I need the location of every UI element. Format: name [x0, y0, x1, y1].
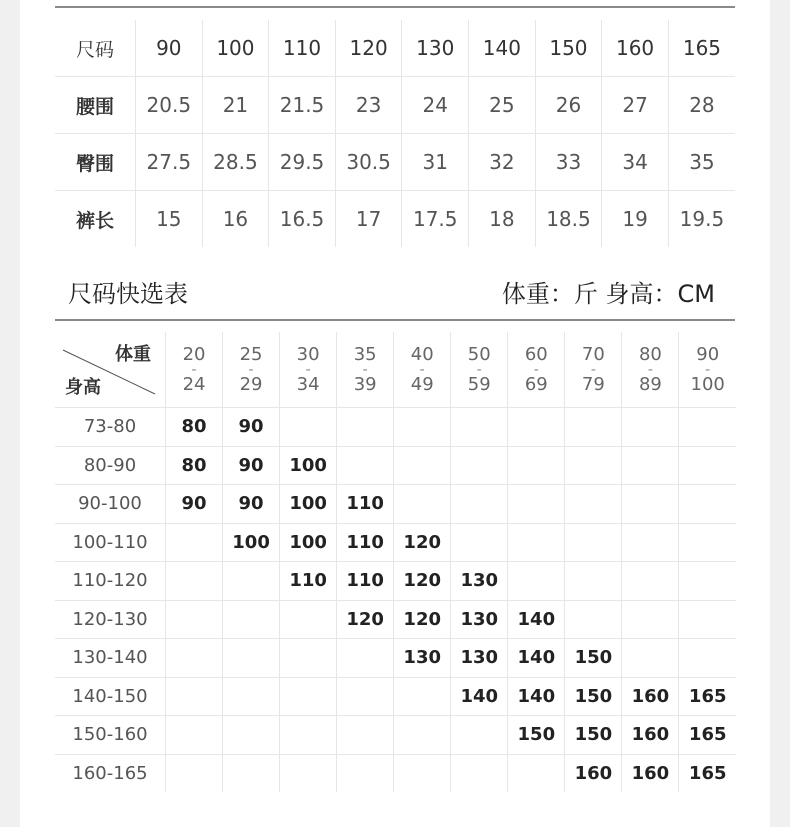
recommended-size-cell [280, 754, 337, 792]
size-chart-cell: 33 [535, 134, 602, 191]
quick-select-row [55, 562, 736, 601]
weight-range-dash: - [419, 361, 425, 378]
recommended-size-cell: 90 [223, 408, 280, 447]
recommended-size-cell: 110 [337, 523, 394, 562]
recommended-size-cell [394, 716, 451, 755]
recommended-size-cell: 140 [508, 677, 565, 716]
recommended-size-cell [622, 562, 679, 601]
recommended-size-cell [337, 716, 394, 755]
recommended-size-cell [280, 677, 337, 716]
recommended-size-cell: 120 [394, 523, 451, 562]
size-chart-cell: 30.5 [335, 134, 402, 191]
recommended-size-cell: 165 [688, 762, 727, 784]
weight-range-from: 40 [410, 343, 434, 365]
recommended-size-cell: 100 [280, 485, 337, 524]
recommended-size-cell [679, 446, 736, 485]
recommended-size-cell [679, 562, 736, 601]
recommended-size-cell [451, 408, 508, 447]
size-chart-cell: 100 [202, 20, 269, 77]
recommended-size-cell [451, 446, 508, 485]
recommended-size-cell: 100 [223, 523, 280, 562]
recommended-size-cell [679, 485, 736, 524]
recommended-size-cell: 165 [679, 716, 736, 755]
recommended-size-cell [337, 639, 394, 678]
size-chart-cell: 17 [335, 191, 402, 248]
size-chart-row-label: 裤长 [55, 191, 136, 248]
recommended-size-cell: 160 [565, 754, 622, 792]
recommended-size-cell: 130 [451, 639, 508, 678]
quick-select-table [55, 332, 736, 792]
recommended-size-cell [508, 485, 565, 524]
recommended-size-cell: 130 [451, 562, 508, 601]
size-chart-cell: 19.5 [679, 207, 725, 231]
recommended-size-cell [565, 446, 622, 485]
size-chart-cell: 18 [469, 191, 536, 248]
weight-range-header [508, 332, 565, 408]
weight-range-header [280, 332, 337, 408]
recommended-size-cell: 120 [337, 600, 394, 639]
quick-select-title: 尺码快选表 [68, 280, 188, 308]
recommended-size-cell [166, 600, 223, 639]
recommended-size-cell: 110 [337, 562, 394, 601]
size-chart-cell: 31 [402, 134, 469, 191]
height-range-label: 73-80 [55, 408, 166, 447]
recommended-size-cell [280, 408, 337, 447]
size-chart-cell: 130 [402, 20, 469, 77]
recommended-size-cell [394, 677, 451, 716]
size-chart-cell: 34 [602, 134, 669, 191]
size-chart-row [55, 134, 735, 191]
recommended-size-cell [565, 600, 622, 639]
weight-range-header [337, 332, 394, 408]
quick-select-row [55, 716, 736, 755]
recommended-size-cell [280, 716, 337, 755]
weight-range-to: 24 [182, 373, 206, 395]
size-chart-cell: 15 [136, 191, 203, 248]
size-chart-cell: 90 [136, 20, 203, 77]
recommended-size-cell: 80 [166, 408, 223, 447]
recommended-size-cell: 150 [508, 716, 565, 755]
size-chart-cell: 26 [535, 77, 602, 134]
recommended-size-cell [223, 639, 280, 678]
recommended-size-cell [679, 639, 736, 678]
recommended-size-cell [223, 754, 280, 792]
recommended-size-cell [622, 523, 679, 562]
recommended-size-cell: 100 [280, 446, 337, 485]
recommended-size-cell [679, 408, 736, 447]
recommended-size-cell: 110 [280, 562, 337, 601]
quick-select-divider [55, 319, 735, 321]
recommended-size-cell [394, 485, 451, 524]
recommended-size-cell [508, 408, 565, 447]
weight-range-to: 39 [353, 373, 377, 395]
size-chart-cell: 23 [335, 77, 402, 134]
recommended-size-cell: 130 [451, 600, 508, 639]
quick-select-row [55, 485, 736, 524]
size-chart-cell: 16 [202, 191, 269, 248]
weight-range-header [679, 332, 736, 408]
recommended-size-cell [565, 562, 622, 601]
recommended-size-cell [166, 754, 223, 792]
weight-range-to: 34 [296, 373, 320, 395]
size-chart-cell: 21 [202, 77, 269, 134]
recommended-size-cell: 90 [223, 485, 280, 524]
recommended-size-cell [679, 523, 736, 562]
recommended-size-cell: 150 [565, 677, 622, 716]
recommended-size-cell [451, 716, 508, 755]
size-chart-cell: 24 [402, 77, 469, 134]
size-chart-cell: 21.5 [269, 77, 336, 134]
recommended-size-cell: 90 [166, 485, 223, 524]
quick-select-header-row [55, 332, 736, 408]
quick-select-row [55, 754, 736, 792]
height-range-label: 90-100 [55, 485, 166, 524]
weight-range-header [622, 332, 679, 408]
recommended-size-cell [451, 485, 508, 524]
weight-range-dash: - [476, 361, 482, 378]
recommended-size-cell [394, 446, 451, 485]
recommended-size-cell [166, 639, 223, 678]
size-chart-cell: 120 [335, 20, 402, 77]
recommended-size-cell [679, 600, 736, 639]
recommended-size-cell: 140 [508, 639, 565, 678]
size-chart-row [55, 191, 735, 248]
size-chart-cell: 32 [469, 134, 536, 191]
recommended-size-cell [622, 408, 679, 447]
weight-range-dash: - [248, 361, 254, 378]
size-chart-row-label: 尺码 [55, 20, 136, 77]
recommended-size-cell [280, 600, 337, 639]
weight-range-to: 59 [467, 373, 491, 395]
recommended-size-cell [223, 562, 280, 601]
recommended-size-cell: 150 [565, 639, 622, 678]
recommended-size-cell: 110 [337, 485, 394, 524]
recommended-size-cell [508, 562, 565, 601]
height-range-label: 80-90 [55, 446, 166, 485]
corner-cell [55, 332, 166, 408]
recommended-size-cell: 120 [394, 600, 451, 639]
recommended-size-cell [166, 677, 223, 716]
recommended-size-cell [166, 523, 223, 562]
weight-range-from: 50 [467, 343, 491, 365]
height-range-label: 110-120 [55, 562, 166, 601]
recommended-size-cell: 165 [679, 677, 736, 716]
quick-select-row [55, 639, 736, 678]
recommended-size-cell [622, 446, 679, 485]
weight-range-from: 80 [638, 343, 662, 365]
size-chart-cell: 17.5 [402, 191, 469, 248]
weight-range-dash: - [705, 361, 711, 378]
corner-height-label: 身高 [65, 377, 101, 398]
recommended-size-cell [337, 677, 394, 716]
size-chart-table [55, 20, 735, 247]
recommended-size-cell: 160 [622, 754, 679, 792]
weight-range-from: 25 [239, 343, 263, 365]
recommended-size-cell [451, 523, 508, 562]
weight-range-from: 60 [524, 343, 548, 365]
quick-select-row [55, 446, 736, 485]
recommended-size-cell [508, 754, 565, 792]
recommended-size-cell [508, 523, 565, 562]
recommended-size-cell: 160 [622, 716, 679, 755]
size-chart-cell: 28.5 [202, 134, 269, 191]
weight-range-header [565, 332, 622, 408]
recommended-size-cell: 130 [394, 639, 451, 678]
top-divider [55, 6, 735, 8]
recommended-size-cell [622, 600, 679, 639]
size-chart-cell: 25 [469, 77, 536, 134]
weight-range-header [451, 332, 508, 408]
size-chart-cell: 27.5 [136, 134, 203, 191]
recommended-size-cell: 140 [508, 600, 565, 639]
recommended-size-cell: 80 [166, 446, 223, 485]
recommended-size-cell: 90 [223, 446, 280, 485]
recommended-size-cell [223, 677, 280, 716]
recommended-size-cell: 120 [394, 562, 451, 601]
weight-range-dash: - [533, 361, 539, 378]
weight-range-to: 29 [239, 373, 263, 395]
size-chart-row-label: 臀围 [55, 134, 136, 191]
height-range-label: 160-165 [55, 754, 166, 792]
height-range-label: 120-130 [55, 600, 166, 639]
corner-weight-label: 体重 [115, 344, 151, 365]
size-chart-row-label: 腰围 [55, 77, 136, 134]
weight-range-from: 20 [182, 343, 206, 365]
recommended-size-cell [337, 446, 394, 485]
recommended-size-cell [337, 754, 394, 792]
weight-range-from: 90 [696, 343, 720, 365]
height-range-label: 140-150 [55, 677, 166, 716]
recommended-size-cell [508, 446, 565, 485]
unit-note: 体重：斤 身高：CM [501, 280, 715, 308]
weight-range-dash: - [590, 361, 596, 378]
recommended-size-cell [565, 523, 622, 562]
recommended-size-cell [394, 754, 451, 792]
recommended-size-cell [394, 408, 451, 447]
size-chart-cell: 29.5 [269, 134, 336, 191]
recommended-size-cell [280, 639, 337, 678]
recommended-size-cell [166, 716, 223, 755]
recommended-size-cell [565, 408, 622, 447]
weight-range-to: 79 [581, 373, 605, 395]
size-chart-cell: 35 [668, 134, 735, 191]
weight-range-from: 35 [353, 343, 377, 365]
weight-range-dash: - [305, 361, 311, 378]
size-chart-cell: 27 [602, 77, 669, 134]
quick-select-row [55, 677, 736, 716]
weight-range-dash: - [647, 361, 653, 378]
weight-range-header [394, 332, 451, 408]
height-range-label: 100-110 [55, 523, 166, 562]
weight-range-header [223, 332, 280, 408]
size-chart-cell: 110 [269, 20, 336, 77]
recommended-size-cell [223, 600, 280, 639]
quick-select-row [55, 600, 736, 639]
recommended-size-cell [565, 485, 622, 524]
recommended-size-cell: 150 [565, 716, 622, 755]
size-chart-cell: 28 [668, 77, 735, 134]
recommended-size-cell [622, 485, 679, 524]
size-chart-cell: 19 [602, 191, 669, 248]
weight-range-from: 70 [581, 343, 605, 365]
quick-select-row [55, 408, 736, 447]
size-chart-cell: 150 [535, 20, 602, 77]
weight-range-to: 69 [524, 373, 548, 395]
weight-range-to: 89 [638, 373, 662, 395]
size-chart-row [55, 77, 735, 134]
size-chart-cell: 16.5 [269, 191, 336, 248]
recommended-size-cell [337, 408, 394, 447]
quick-select-row [55, 523, 736, 562]
recommended-size-cell [622, 639, 679, 678]
height-range-label: 130-140 [55, 639, 166, 678]
size-chart-cell: 18.5 [535, 191, 602, 248]
weight-range-to: 100 [690, 373, 725, 395]
size-chart-cell: 20.5 [136, 77, 203, 134]
height-range-label: 150-160 [55, 716, 166, 755]
recommended-size-cell [451, 754, 508, 792]
recommended-size-cell: 140 [451, 677, 508, 716]
weight-range-dash: - [362, 361, 368, 378]
weight-range-header [166, 332, 223, 408]
recommended-size-cell: 100 [280, 523, 337, 562]
recommended-size-cell [223, 716, 280, 755]
recommended-size-cell [166, 562, 223, 601]
recommended-size-cell: 160 [622, 677, 679, 716]
size-chart-row [55, 20, 735, 77]
size-chart-cell: 160 [602, 20, 669, 77]
size-chart-cell: 165 [668, 20, 735, 77]
weight-range-from: 30 [296, 343, 320, 365]
weight-range-to: 49 [410, 373, 434, 395]
size-guide-page [20, 0, 770, 827]
weight-range-dash: - [191, 361, 197, 378]
size-chart-cell: 140 [469, 20, 536, 77]
